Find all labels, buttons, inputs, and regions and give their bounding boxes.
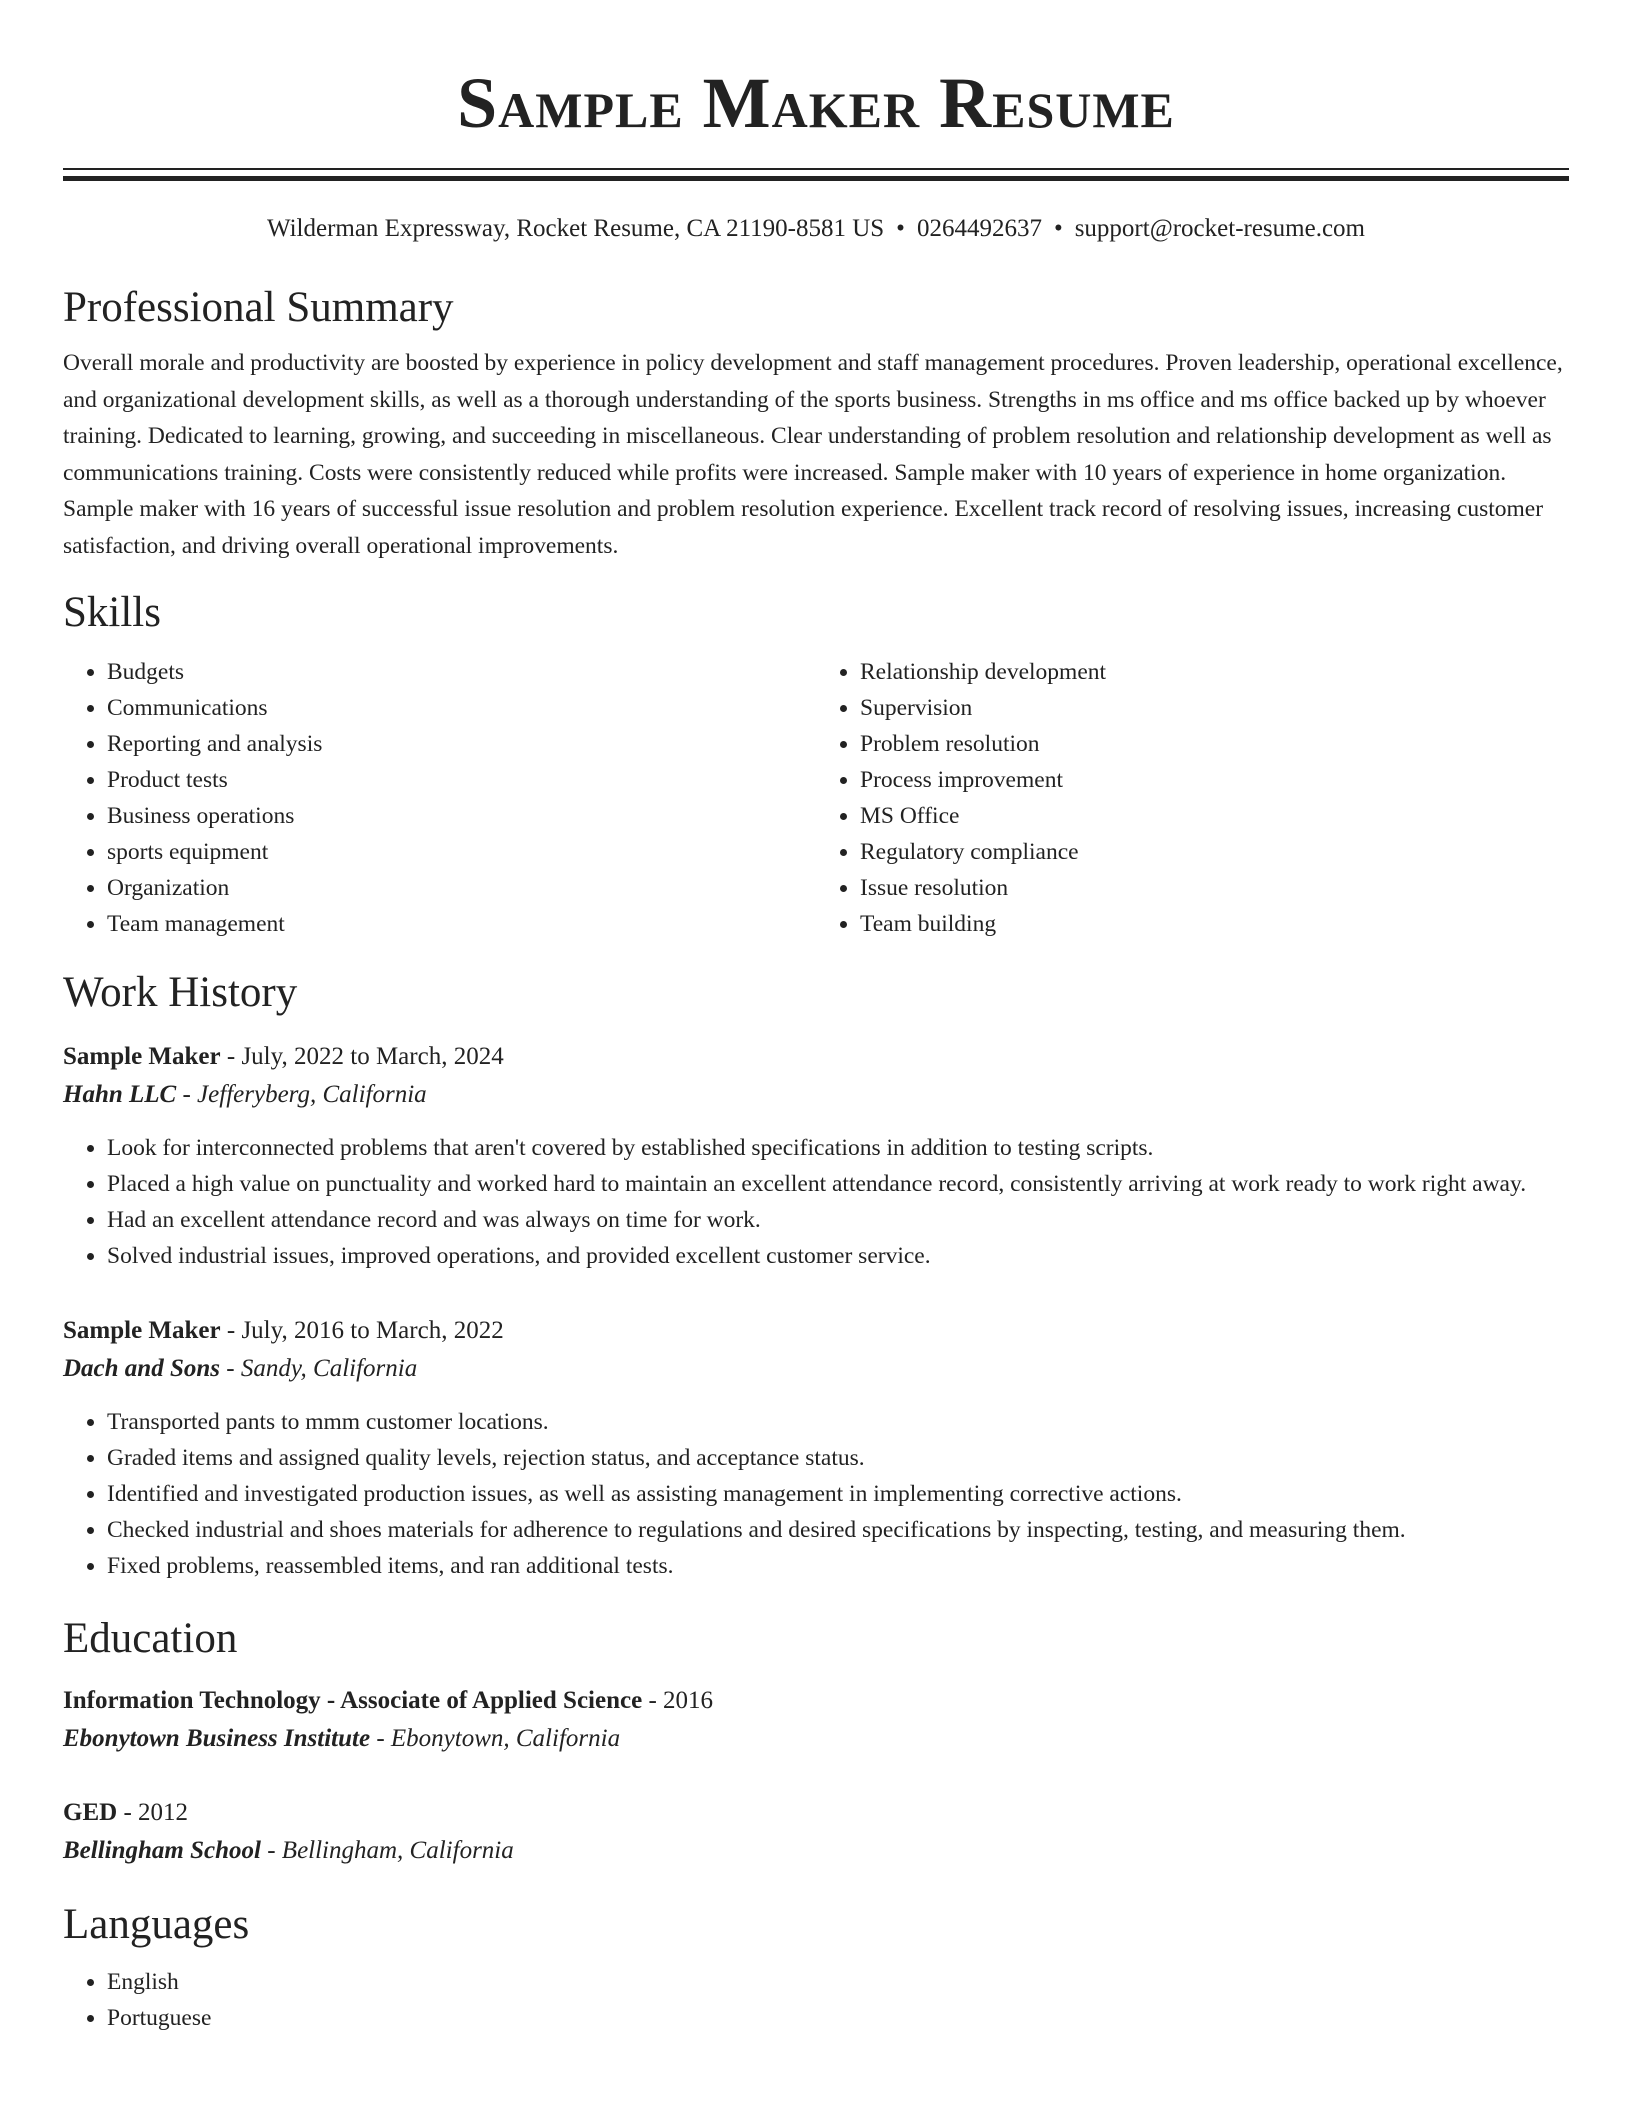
skill-item: • Issue resolution	[860, 870, 1569, 906]
languages-list	[63, 1964, 1569, 2036]
education-school-line	[63, 1720, 1569, 1758]
skill-item: • MS Office	[860, 798, 1569, 834]
contact-email: support@rocket-resume.com	[1074, 215, 1365, 242]
language-item: • English	[107, 1964, 1569, 2000]
job-bullet: • Solved industrial issues, improved operations, and provided excellent customer service.	[107, 1238, 1569, 1274]
job-title-line	[63, 1312, 1569, 1350]
skill-item: • sports equipment	[107, 834, 816, 870]
job-company: Dach and Sons	[63, 1355, 220, 1382]
job-bullet: • Placed a high value on punctuality and worked hard to maintain an excellent attendance record, consistently arriving at work ready to work right away.	[107, 1166, 1569, 1202]
job-company-line	[63, 1076, 1569, 1114]
job-bullet: • Graded items and assigned quality levels, rejection status, and acceptance status.	[107, 1440, 1569, 1476]
education-degree-line	[63, 1794, 1569, 1832]
job-location: - Sandy, California	[220, 1355, 418, 1382]
skills-list-left	[63, 654, 816, 942]
skill-item: • Communications	[107, 690, 816, 726]
education-year: - 2012	[117, 1799, 189, 1826]
education-school: Bellingham School	[63, 1837, 261, 1864]
job-bullet: • Look for interconnected problems that aren't covered by established specifications in addition to testing scripts.	[107, 1130, 1569, 1166]
contact-address: Wilderman Expressway, Rocket Resume, CA 21190-8581 US	[266, 215, 885, 242]
job-dates: - July, 2022 to March, 2024	[220, 1043, 504, 1070]
education-degree-line	[63, 1682, 1569, 1720]
job-bullet: • Checked industrial and shoes materials for adherence to regulations and desired specifications by inspecting, testing, and measuring them.	[107, 1512, 1569, 1548]
job-role: Sample Maker	[63, 1317, 221, 1344]
education-degree: Information Technology - Associate of Applied Science	[63, 1687, 643, 1714]
job-bullet: • Fixed problems, reassembled items, and ran additional tests.	[107, 1548, 1569, 1584]
header-divider-thin	[63, 168, 1569, 170]
skill-item: • Regulatory compliance	[860, 834, 1569, 870]
job-bullet: • Transported pants to mmm customer locations.	[107, 1404, 1569, 1440]
skill-item: • Product tests	[107, 762, 816, 798]
skill-item: • Team management	[107, 906, 816, 942]
job-bullets	[63, 1404, 1569, 1584]
section-title-education: Education	[63, 1615, 238, 1662]
job-bullet: • Identified and investigated production issues, as well as assisting management in implementing corrective actions.	[107, 1476, 1569, 1512]
skills-list-right	[816, 654, 1569, 942]
skill-item: • Relationship development	[860, 654, 1569, 690]
contact-separator: •	[1053, 215, 1063, 242]
education-school: Ebonytown Business Institute	[63, 1725, 371, 1752]
language-item: • Portuguese	[107, 2000, 1569, 2036]
skill-item: • Business operations	[107, 798, 816, 834]
education-school-line	[63, 1832, 1569, 1870]
section-title-work-history: Work History	[63, 969, 298, 1016]
resume-name: Sample Maker Resume	[457, 63, 1175, 143]
skill-item: • Organization	[107, 870, 816, 906]
job-entry	[63, 1312, 1569, 1584]
contact-phone: 0264492637	[916, 215, 1042, 242]
summary-text: Overall morale and productivity are boosted by experience in policy development and staff management procedures. Proven leadership, operational excellence, and organizational development skills, as well as a thorough understanding of the sports business. Strengths in ms office and ms office backed up by whoever training. Dedicated to learning, growing, and succeeding in miscellaneous. Clear understanding of problem resolution and relationship development as well as communications training. Costs were consistently reduced while profits were increased. Sample maker with 10 years of experience in home organization. Sample maker with 16 years of successful issue resolution and problem resolution experience. Excellent track record of resolving issues, increasing customer satisfaction, and driving overall operational improvements.	[63, 350, 1563, 559]
education-year: - 2016	[642, 1687, 714, 1714]
skill-item: • Process improvement	[860, 762, 1569, 798]
section-title-skills: Skills	[63, 589, 161, 636]
skill-item: • Budgets	[107, 654, 816, 690]
skill-item: • Supervision	[860, 690, 1569, 726]
skill-item: • Reporting and analysis	[107, 726, 816, 762]
section-title-languages: Languages	[63, 1901, 250, 1948]
job-bullet: • Had an excellent attendance record and was always on time for work.	[107, 1202, 1569, 1238]
education-degree: GED	[63, 1799, 118, 1826]
section-title-summary: Professional Summary	[63, 284, 454, 331]
education-entry	[63, 1682, 1569, 1758]
skill-item: • Problem resolution	[860, 726, 1569, 762]
job-bullets	[63, 1130, 1569, 1274]
job-company-line	[63, 1350, 1569, 1388]
skills-columns	[63, 654, 1569, 942]
job-location: - Jefferyberg, California	[176, 1081, 427, 1108]
contact-separator: •	[896, 215, 905, 242]
job-role: Sample Maker	[63, 1043, 221, 1070]
skill-item: • Team building	[860, 906, 1569, 942]
header-divider-thick	[63, 176, 1569, 181]
education-entry	[63, 1794, 1569, 1870]
job-company: Hahn LLC	[63, 1081, 177, 1108]
job-entry	[63, 1038, 1569, 1274]
education-location: - Ebonytown, California	[370, 1725, 621, 1752]
contact-line	[63, 213, 1569, 245]
education-location: - Bellingham, California	[260, 1837, 514, 1864]
job-dates: - July, 2016 to March, 2022	[220, 1317, 504, 1344]
job-title-line	[63, 1038, 1569, 1076]
